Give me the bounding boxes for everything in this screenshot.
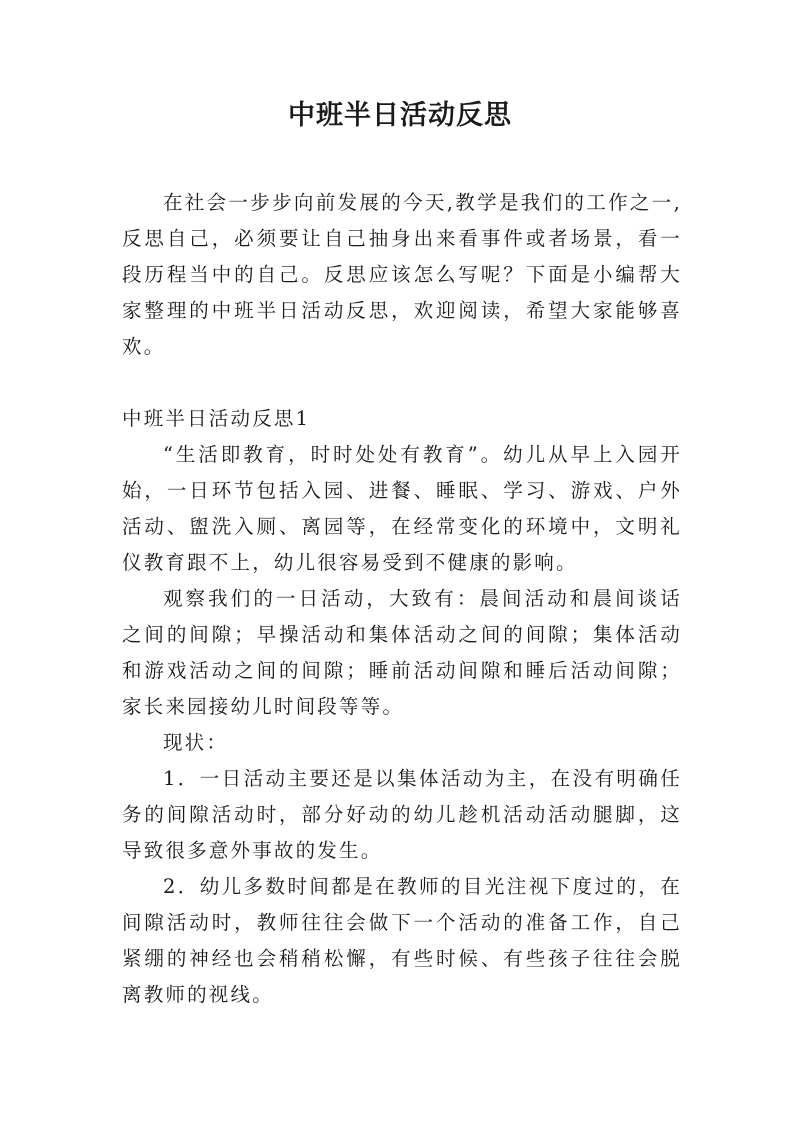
body-paragraph: 观察我们的一日活动，大致有：晨间活动和晨间谈话之间的间隙；早操活动和集体活动之间的间隙；集体活动和游戏活动之间的间隙；睡前活动间隙和睡后活动间隙；家长来园接幼儿时间段等等。 <box>122 587 682 718</box>
numbered-item: 1．一日活动主要还是以集体活动为主，在没有明确任务的间隙活动时，部分好动的幼儿趁机活动活动腿脚，这导致很多意外事故的发生。 <box>122 767 682 862</box>
body-paragraph: “生活即教育，时时处处有教育”。幼儿从早上入园开始，一日环节包括入园、进餐、睡眠、学习、游戏、户外活动、盥洗入厕、离园等，在经常变化的环境中，文明礼仪教育跟不上，幼儿很容易受到不健康的影响。 <box>122 443 682 574</box>
section-heading: 中班半日活动反思1 <box>122 407 311 430</box>
document-title: 中班半日活动反思 <box>288 100 512 131</box>
intro-paragraph: 在社会一步步向前发展的今天,教学是我们的工作之一,反思自己，必须要让自己抽身出来看事件或者场景，看一段历程当中的自己。反思应该怎么写呢？下面是小编帮大家整理的中班半日活动反思，欢迎阅读，希望大家能够喜欢。 <box>122 191 682 358</box>
status-label: 现状： <box>162 731 229 754</box>
numbered-item: 2．幼儿多数时间都是在教师的目光注视下度过的，在间隙活动时，教师往往会做下一个活动的准备工作，自己紧绷的神经也会稍稍松懈，有些时候、有些孩子往往会脱离教师的视线。 <box>122 875 682 1006</box>
document-body <box>122 185 682 1013</box>
